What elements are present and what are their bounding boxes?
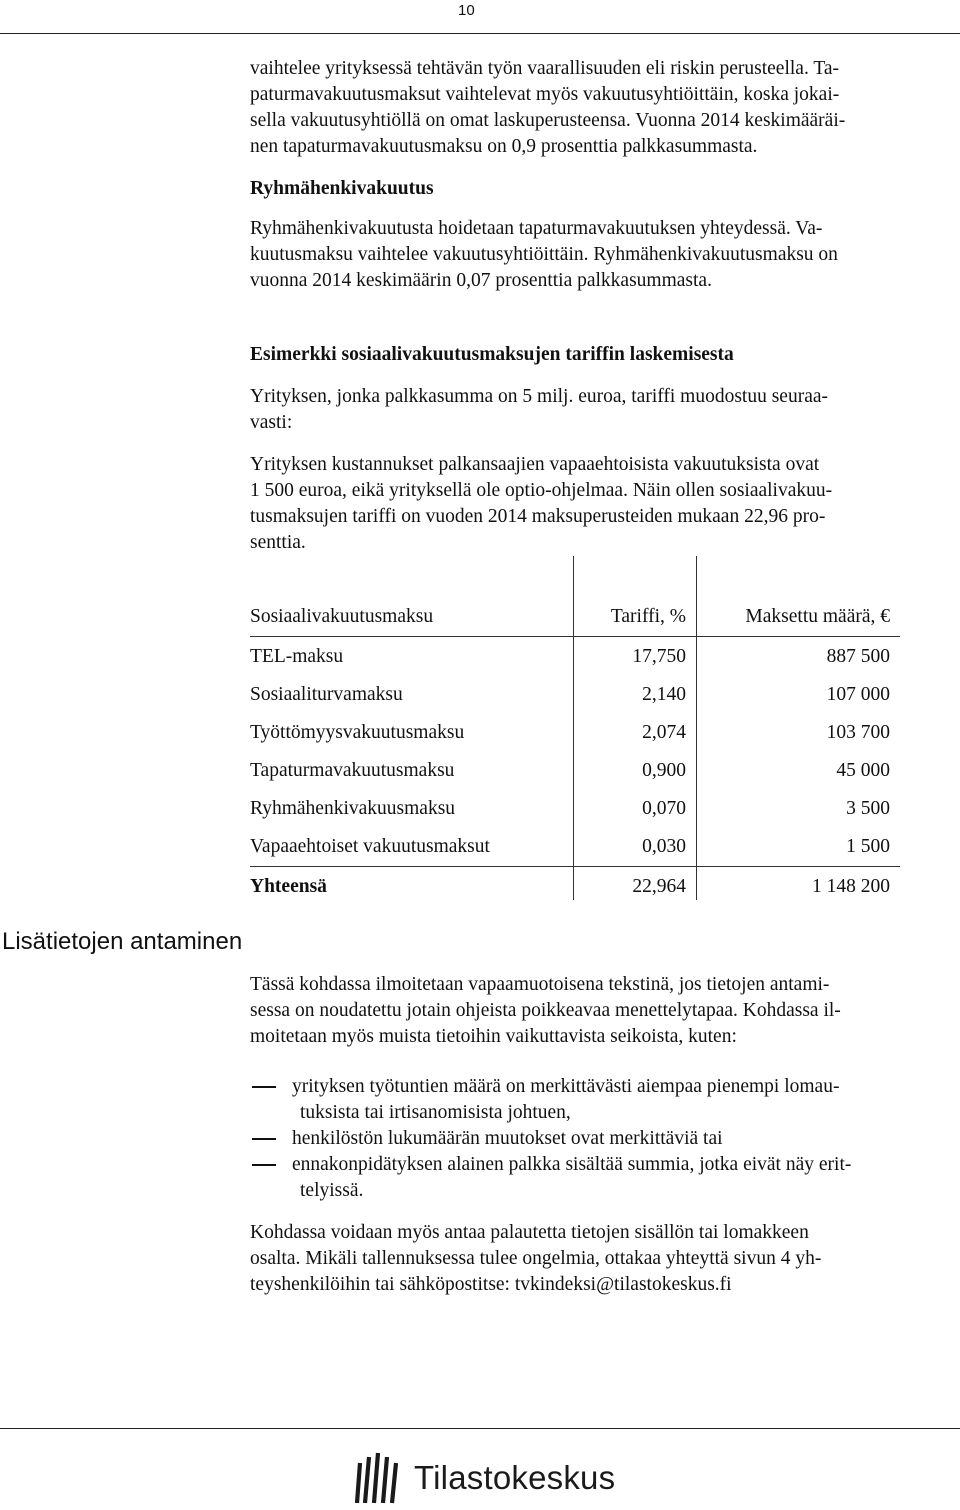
list-item-line: telyissä. xyxy=(300,1180,364,1201)
table-cell: 45 000 xyxy=(836,760,890,781)
text-line: tusmaksujen tariffi on vuoden 2014 maksuperusteiden mukaan 22,96 pro- xyxy=(250,506,826,527)
text-line: Yrityksen, jonka palkkasumma on 5 milj. euroa, tariffi muodostuu seuraa- xyxy=(250,386,829,407)
text-line: vuonna 2014 keskimäärin 0,07 prosenttia palkkasummasta. xyxy=(250,270,712,291)
table-cell: Työttömyysvakuutusmaksu xyxy=(250,722,465,743)
table-cell: 1 500 xyxy=(846,836,890,857)
table-row xyxy=(250,752,900,790)
table-cell: Tapaturmavakuutusmaksu xyxy=(250,760,455,781)
text-line: paturmavakuutusmaksut vaihtelevat myös vakuutusyhtiöittäin, koska jokai- xyxy=(250,84,840,105)
text-line: osalta. Mikäli tallennuksessa tulee ongelmia, ottakaa yhteyttä sivun 4 yh- xyxy=(250,1248,822,1269)
text-line: sessa on noudatettu jotain ohjeista poikkeavaa menettelytapaa. Kohdassa il- xyxy=(250,1000,841,1021)
table-row xyxy=(250,790,900,828)
text-line: Tässä kohdassa ilmoitetaan vapaamuotoisena tekstinä, jos tietojen antami- xyxy=(250,974,830,995)
table-row xyxy=(250,676,900,714)
text-line: vasti: xyxy=(250,412,293,433)
example-heading: Esimerkki sosiaalivakuutusmaksujen tariffin laskemisesta xyxy=(250,344,734,365)
table-cell: 0,900 xyxy=(642,760,686,781)
table-cell: 0,070 xyxy=(642,798,686,819)
table-cell: 3 500 xyxy=(846,798,890,819)
list-item xyxy=(250,1074,950,1126)
list-item-line: tuksista tai irtisanomisista johtuen, xyxy=(300,1102,571,1123)
tariff-table xyxy=(250,556,902,900)
total-label: Yhteensä xyxy=(250,876,327,897)
list-item-line: yrityksen työtuntien määrä on merkittävästi aiempaa pienempi lomau- xyxy=(292,1076,840,1097)
group-life-section xyxy=(250,176,950,294)
text-line: nen tapaturmavakuutusmaksu on 0,9 prosenttia palkkasummasta. xyxy=(250,136,758,157)
dash-bullet-icon xyxy=(252,1086,276,1088)
example-section xyxy=(250,342,950,556)
header-cell: Sosiaalivakuutusmaksu xyxy=(250,606,434,627)
footer-rule xyxy=(0,1428,960,1429)
header-cell: Maksettu määrä, € xyxy=(745,606,890,627)
text-line: vaihtelee yrityksessä tehtävän työn vaarallisuuden eli riskin perusteella. Ta- xyxy=(250,58,840,79)
logo-text: Tilastokeskus xyxy=(414,1459,616,1496)
dash-bullet-icon xyxy=(252,1138,276,1140)
table-cell: 887 500 xyxy=(826,646,890,667)
text-line: kuutusmaksu vaihtelee vakuutusyhtiöittäin. Ryhmähenkivakuutusmaksu on xyxy=(250,244,838,265)
list-item xyxy=(250,1152,950,1204)
text-line: teyshenkilöihin tai sähköpostitse: tvkindeksi@tilastokeskus.fi xyxy=(250,1274,732,1295)
table-row xyxy=(250,714,900,752)
additional-info-section xyxy=(250,972,950,1298)
table-row xyxy=(250,828,900,867)
text-line: moitetaan myös muista tietoihin vaikuttavista seikoista, kuten: xyxy=(250,1026,737,1047)
text-line: senttia. xyxy=(250,532,306,553)
page-number: 10 xyxy=(458,2,475,19)
table-cell: 2,140 xyxy=(642,684,686,705)
table-cell: Ryhmähenkivakuusmaksu xyxy=(250,798,456,819)
header-rule xyxy=(0,33,960,34)
tilastokeskus-logo xyxy=(352,1448,615,1508)
table-cell: 17,750 xyxy=(632,646,686,667)
table-cell: 107 000 xyxy=(826,684,890,705)
table-row xyxy=(250,638,900,676)
total-cell: 22,964 xyxy=(632,876,686,897)
header-cell: Tariffi, % xyxy=(610,606,686,627)
list-item xyxy=(250,1126,950,1152)
info-bullet-list xyxy=(250,1074,950,1204)
table-total-row xyxy=(250,868,900,906)
table-cell: 103 700 xyxy=(826,722,890,743)
table-header-row xyxy=(250,598,900,637)
total-cell: 1 148 200 xyxy=(812,876,890,897)
table-cell: TEL-maksu xyxy=(250,646,344,667)
section-heading: Ryhmähenkivakuutus xyxy=(250,178,434,199)
text-line: Kohdassa voidaan myös antaa palautetta tietojen sisällön tai lomakkeen xyxy=(250,1222,809,1243)
table-cell: 0,030 xyxy=(642,836,686,857)
text-line: sella vakuutusyhtiöllä on omat laskuperusteensa. Vuonna 2014 keskimääräi- xyxy=(250,110,846,131)
text-line: Ryhmähenkivakuutusta hoidetaan tapaturmavakuutuksen yhteydessä. Va- xyxy=(250,218,823,239)
list-item-line: ennakonpidätyksen alainen palkka sisältää summia, jotka eivät näy erit- xyxy=(292,1154,852,1175)
side-heading: Lisätietojen antaminen xyxy=(2,928,243,955)
text-line: Yrityksen kustannukset palkansaajien vapaaehtoisista vakuutuksista ovat xyxy=(250,454,820,475)
table-cell: Sosiaaliturvamaksu xyxy=(250,684,403,705)
intro-paragraph xyxy=(250,56,950,160)
tilastokeskus-logo-icon xyxy=(352,1449,406,1507)
table-cell: 2,074 xyxy=(642,722,686,743)
list-item-line: henkilöstön lukumäärän muutokset ovat merkittäviä tai xyxy=(292,1128,723,1149)
table-cell: Vapaaehtoiset vakuutusmaksut xyxy=(250,836,490,857)
text-line: 1 500 euroa, eikä yrityksellä ole optio-ohjelmaa. Näin ollen sosiaalivakuu- xyxy=(250,480,833,501)
dash-bullet-icon xyxy=(252,1164,276,1166)
